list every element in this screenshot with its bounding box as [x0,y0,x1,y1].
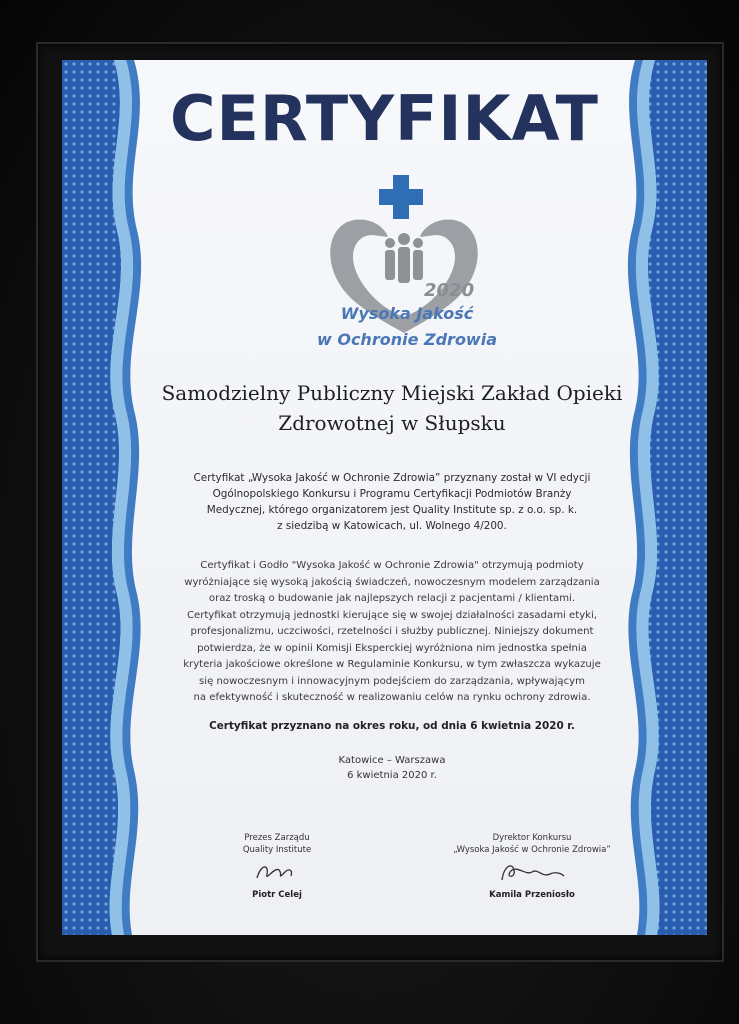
paragraph2-line: Certyfikat otrzymują jednostki kierujące się w swojej działalności zasadami etyki, [186,609,598,621]
signatory-role: Prezes Zarządu [244,833,310,843]
paragraph1-line: Medycznej, którego organizatorem jest Quality Institute sp. z o.o. sp. k. [206,504,578,516]
right-border-dark [648,60,707,935]
logo-year: 2020 [424,280,475,301]
recipient-name [132,378,652,438]
logo-text-line1: Wysoka Jakość [340,304,474,323]
paragraph2-line: profesjonalizmu, uczciwości, rzetelności i służby publicznej. Niniejszy dokument [190,626,594,637]
signatory-role: Dyrektor Konkursu [492,833,572,843]
paragraph2-line: na efektywność i skuteczność w realizowaniu celów na rynku ochrony zdrowia. [193,692,591,703]
signature-block-right [417,832,647,900]
issue-date: 6 kwietnia 2020 r. [347,770,437,781]
paragraph2-line: Certyfikat i Godło "Wysoka Jakość w Ochronie Zdrowia" otrzymują podmioty [200,560,584,571]
certificate-title: CERTYFIKAT [170,82,599,155]
handwritten-signature-right [492,856,572,886]
heart-cross-logo [324,175,484,355]
signatory-org: „Wysoka Jakość w Ochronie Zdrowia” [453,845,611,855]
paragraph2-line: się nowoczesnym i innowacyjnym podejściem do zarządzania, wpływającym [199,675,585,687]
recipient-line1: Samodzielny Publiczny Miejski Zakład Opieki [161,381,623,405]
award-paragraph [147,470,637,534]
paragraph1-line: Certyfikat „Wysoka Jakość w Ochronie Zdrowia” przyznany został w VI edycji [193,472,591,484]
certificate-paper [62,60,707,935]
paragraph1-line: z siedzibą w Katowicach, ul. Wolnego 4/200. [277,520,507,532]
paragraph2-line: potwierdza, że w opinii Komisji Eksperckiej wyróżniona nim jednostka spełnia [197,642,587,654]
people-icon [385,233,423,283]
issue-place: Katowice – Warszawa [338,755,446,766]
signatory-name: Kamila Przeniosło [489,890,575,900]
handwritten-signature-left [247,856,307,886]
paragraph2-line: oraz troską o budowanie jak najlepszych relacji z pacjentami / klientami. [208,593,576,604]
paragraph1-line: Ogólnopolskiego Konkursu i Programu Certyfikacji Podmiotów Branży [212,488,572,500]
paragraph2-line: kryteria jakościowe określone w Regulaminie Konkursu, w tym zwłaszcza wykazuje [183,659,601,670]
description-paragraph [147,558,637,707]
paragraph2-line: wyróżniające się wysoką jakością świadczeń, nowoczesnym modelem zarządzania [184,576,600,588]
signatory-name: Piotr Celej [252,890,302,900]
left-border-dark [62,60,121,935]
logo-text-line2: w Ochronie Zdrowia [316,330,497,349]
signature-block-left [192,832,362,900]
signatory-org: Quality Institute [242,845,312,855]
validity-period: Certyfikat przyznano na okres roku, od dnia 6 kwietnia 2020 r. [209,720,575,732]
recipient-line2: Zdrowotnej w Słupsku [278,411,506,435]
